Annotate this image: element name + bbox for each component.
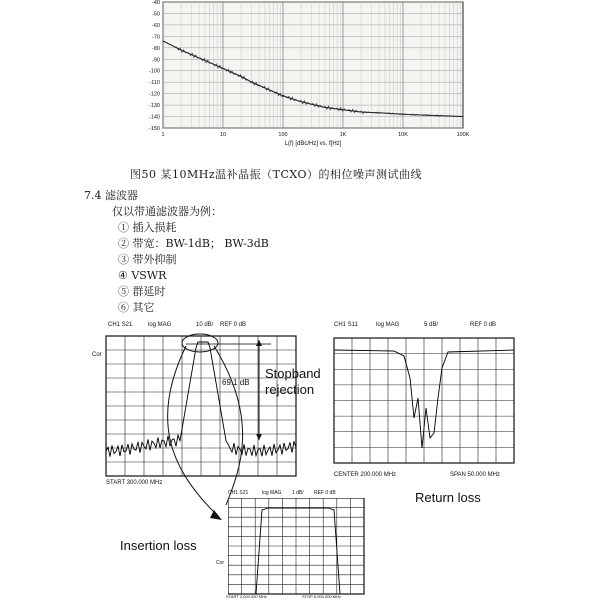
x-tick-label: 100K: [456, 132, 470, 138]
analyzer-screen-s11: [330, 318, 520, 483]
screen3-mode: log MAG: [262, 490, 282, 496]
screen3-stop: STOP 6.000.000 MHz: [302, 594, 341, 599]
screen1-ref: REF 0 dB: [220, 322, 247, 328]
marker-readout: 69.1 dB: [222, 378, 250, 387]
screen3-plot: [228, 498, 366, 596]
analyzer-screen-s21: [92, 318, 302, 490]
y-tick-label: -60: [152, 22, 160, 29]
screen3-scale: 1 dB/: [292, 490, 304, 496]
y-tick-label: -150: [148, 126, 160, 132]
y-tick-label: -130: [148, 103, 160, 110]
analyzer-screen-passband: [216, 490, 370, 600]
screen2-scale: 5 dB/: [424, 322, 439, 328]
x-tick-label: 100: [278, 132, 288, 138]
screen2-mode: log MAG: [376, 322, 400, 328]
list-item: ④ VSWR: [118, 269, 167, 282]
y-tick-label: -140: [148, 114, 160, 121]
list-item: ③ 带外抑制: [118, 253, 177, 266]
y-tick-label: -80: [152, 45, 160, 52]
phase-noise-svg: [135, 0, 475, 158]
x-tick-label: 1: [161, 132, 165, 138]
plot-frame: [163, 2, 463, 128]
y-tick-label: -100: [148, 68, 160, 75]
y-tick-label: -40: [152, 0, 160, 6]
screen1-cor: Cor: [92, 352, 102, 358]
screen2-channel: CH1 S11: [334, 322, 358, 328]
screen2-plot: [330, 330, 520, 470]
screen1-plot: [102, 330, 302, 480]
x-tick-label: 1K: [339, 132, 347, 138]
screen3-channel: CH1 S21: [228, 490, 249, 496]
y-tick-label: -120: [148, 91, 160, 98]
screen3-start: START 2.000.000 MHz: [226, 594, 267, 599]
screen2-span: SPAN 50.000 MHz: [450, 472, 500, 478]
screen1-mode: log MAG: [148, 322, 172, 328]
x-tick-label: 10: [219, 132, 227, 138]
section-list: [118, 220, 269, 316]
list-item: ⑤ 群延时: [118, 285, 166, 298]
y-tick-label: -70: [152, 34, 160, 41]
section-title: 7.4 滤波器: [84, 189, 138, 202]
figure-caption: 图50 某10MHz温补晶振（TCXO）的相位噪声测试曲线: [130, 168, 423, 181]
return-loss-label: Return loss: [415, 490, 481, 505]
screen3-cor: Cor: [216, 560, 225, 566]
list-item: ⑥ 其它: [118, 301, 155, 314]
insertion-loss-label: Insertion loss: [120, 538, 197, 553]
screen2-center: CENTER 200.000 MHz: [334, 472, 397, 478]
x-axis-caption: L(f) [dBc/Hz] vs. f[Hz]: [284, 141, 342, 147]
screen1-start: START 300.000 MHz: [106, 480, 163, 486]
y-tick-label: -50: [152, 11, 160, 18]
list-item: ② 带宽：BW-1dB； BW-3dB: [118, 237, 269, 250]
section-intro: 仅以带通滤波器为例：: [112, 205, 222, 218]
list-item: ① 插入损耗: [118, 221, 177, 234]
y-tick-label: -90: [152, 57, 160, 64]
x-tick-label: 10K: [398, 132, 408, 138]
stopband-label-text: Stopband rejection: [265, 366, 321, 397]
y-tick-label: -110: [149, 80, 160, 87]
screen3-ref: REF 0 dB: [314, 490, 336, 496]
screen1-channel: CH1 S21: [108, 322, 133, 328]
screen1-scale: 10 dB/: [196, 322, 214, 328]
phase-noise-chart: [135, 0, 475, 158]
screen2-ref: REF 0 dB: [470, 322, 497, 328]
